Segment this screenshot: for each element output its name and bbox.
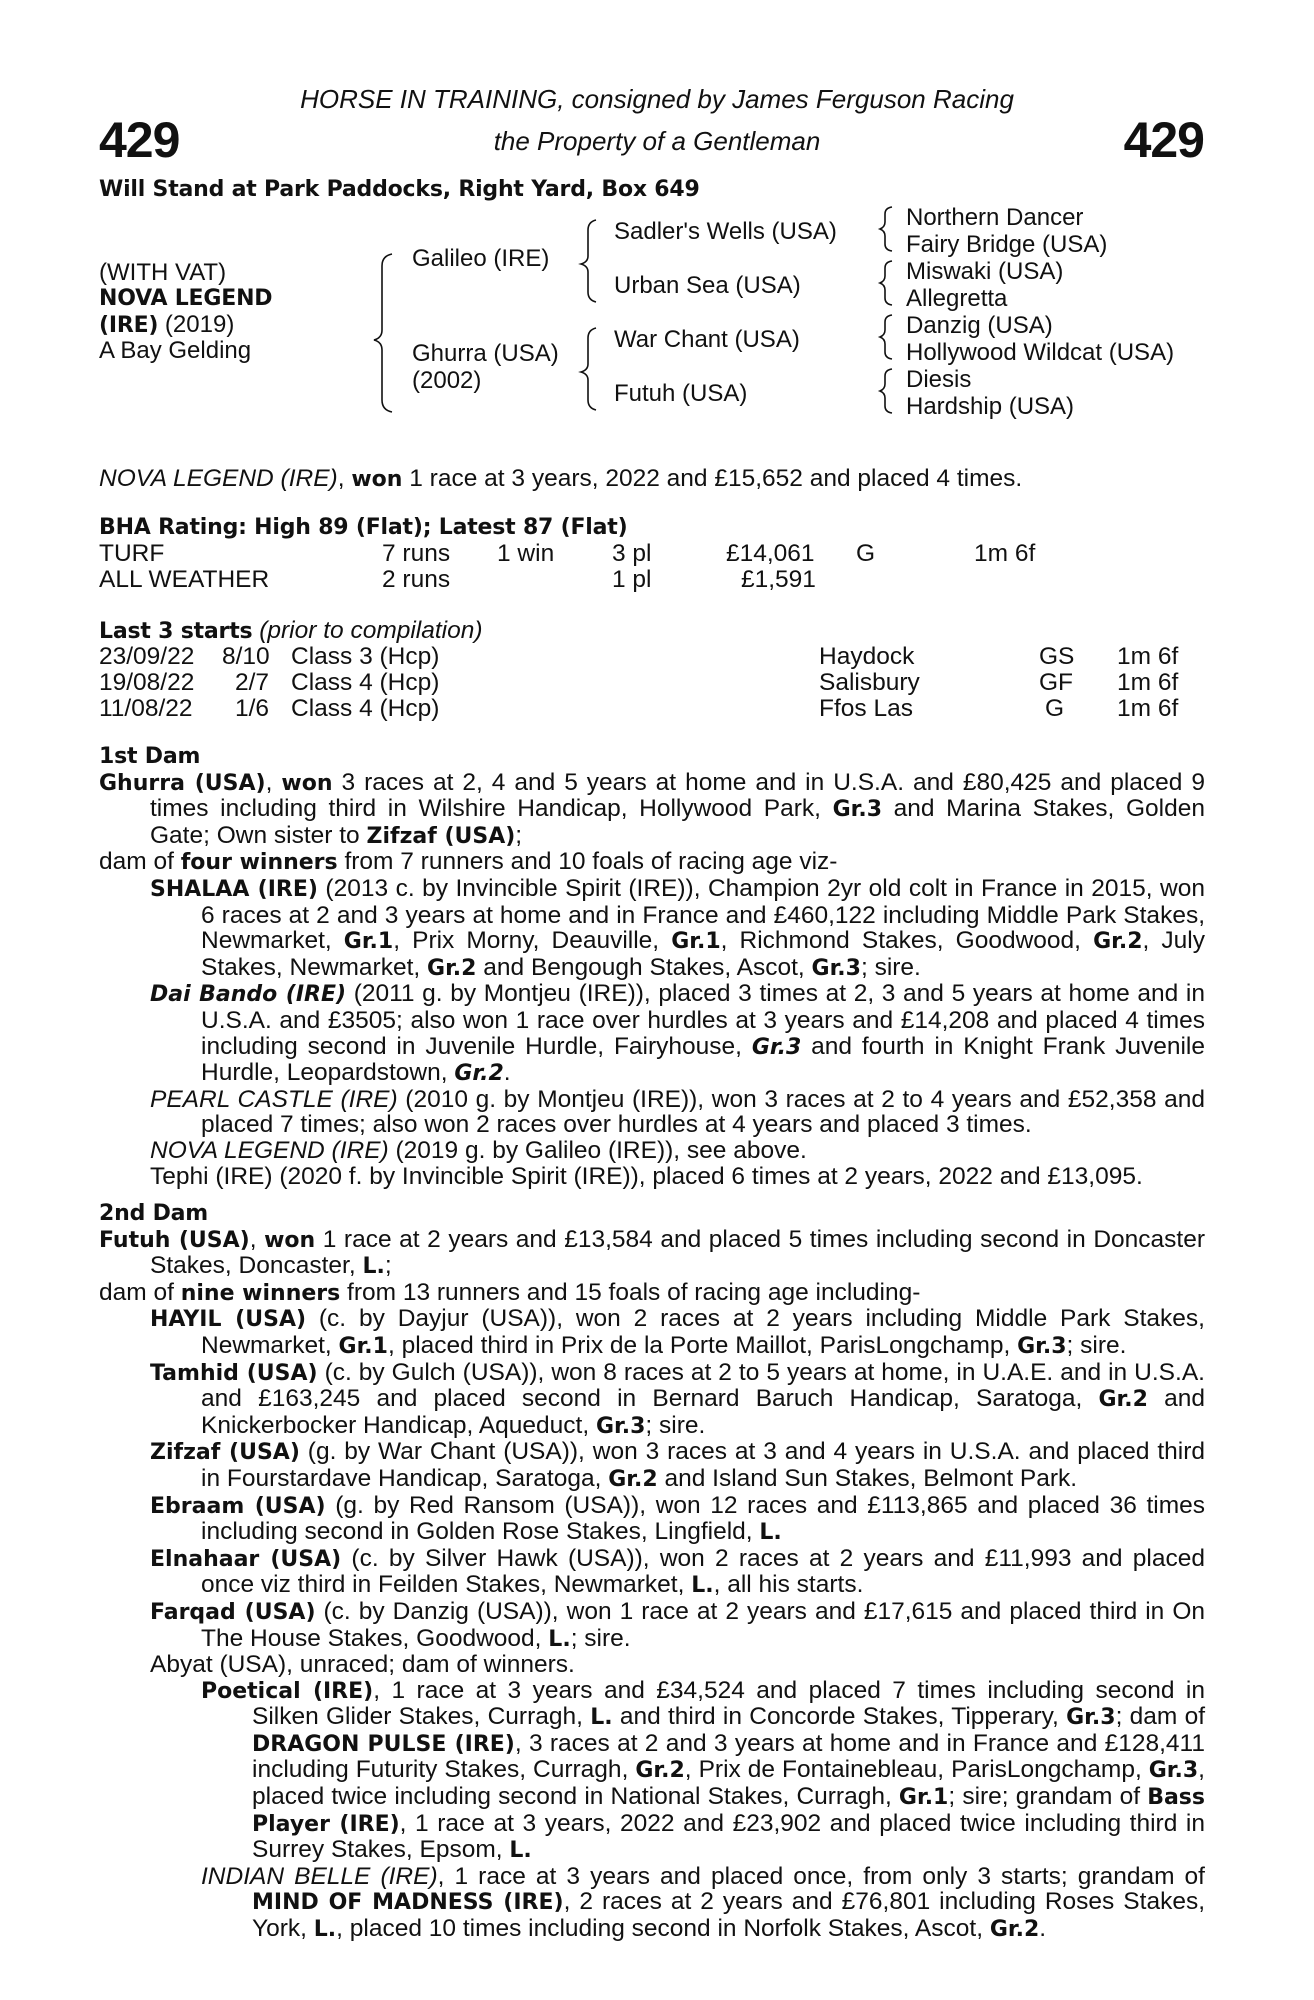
start-going: G [1045, 695, 1065, 722]
produce-entry [99, 1546, 1205, 1599]
second-dam-section [99, 1201, 1205, 1943]
text-run: ; dam of [1115, 1703, 1205, 1731]
horse-description: A Bay Gelding [99, 337, 252, 364]
text-run: nine winners [180, 1280, 341, 1306]
produce-entry [99, 1493, 1205, 1546]
text-run: Elnahaar (USA) [150, 1546, 342, 1572]
text-run: Gr.1 [671, 929, 721, 955]
last-starts-title [99, 618, 483, 645]
text-run: MIND OF MADNESS (IRE) [252, 1890, 564, 1916]
text-run: from 7 runners and 10 foals of racing age viz- [337, 848, 838, 876]
grand-produce-entry [99, 1864, 1205, 1943]
dam-year: (2002) [412, 367, 482, 394]
start-date: 19/08/22 [99, 669, 195, 696]
horse-name: NOVA LEGEND [99, 286, 273, 311]
summary-name: NOVA LEGEND (IRE) [99, 465, 338, 492]
text-run: (2019 g. by Galileo (IRE)), see above. [388, 1136, 807, 1164]
produce-entry [99, 981, 1205, 1086]
produce-entry [99, 1306, 1205, 1359]
going: G [856, 540, 876, 567]
produce-entry [99, 1164, 1205, 1190]
placed: 3 pl [612, 540, 652, 567]
produce-entry [99, 1087, 1205, 1138]
first-dam-produce-summary [99, 849, 1205, 876]
text-run: dam of [99, 848, 181, 876]
text-run: ; sire. [1066, 1331, 1127, 1359]
start-class: Class 3 (Hcp) [291, 643, 440, 670]
text-run: SHALAA (IRE) [150, 876, 318, 902]
text-run: DRAGON PULSE (IRE) [252, 1731, 515, 1757]
start-going: GS [1039, 643, 1075, 670]
text-run: (2013 c. by Invincible Spirit (IRE)), Champion 2yr old colt in France in 2015, won 6 races at 2 and 3 years at home and in France and £460,122 including Middle Park Stakes, Newmarket, [201, 874, 1205, 955]
text-run: Gr.2 [1093, 929, 1143, 955]
lot-number-left: 429 [99, 112, 180, 168]
text-run: Gr.2 [989, 1917, 1040, 1943]
text-run: PEARL CASTLE (IRE) [150, 1085, 398, 1113]
lot-number-right: 429 [1123, 112, 1204, 168]
ggp-8: Hardship (USA) [906, 393, 1075, 420]
property-line: the Property of a Gentleman [493, 126, 821, 156]
text-run: , July Stakes, Newmarket, [201, 927, 1205, 981]
summary-won: won [351, 467, 403, 492]
text-run: (g. by War Chant (USA)), won 3 races at 3 and 4 years in U.S.A. and placed third in Fourstardave Handicap, Saratoga, [201, 1438, 1206, 1492]
second-dam-heading: 2nd Dam [99, 1201, 209, 1226]
start-position: 1/6 [235, 695, 270, 722]
text-run: Gr.3 [1148, 1758, 1199, 1784]
text-run: Gr.3 [811, 955, 861, 981]
text-run: Gr.3 [1017, 1333, 1067, 1359]
text-run: 3 races at 2, 4 and 5 years at home and in U.S.A. and £80,425 and placed 9 times including third in Wilshire Handicap, Hollywood Park, [150, 768, 1206, 823]
text-run: , placed third in Prix de la Porte Maillot, ParisLongchamp, [387, 1331, 1018, 1359]
text-run: Gr.3 [832, 797, 883, 823]
sire-sire: Sadler's Wells (USA) [614, 218, 837, 245]
text-run: Bass Player (IRE) [252, 1785, 1205, 1837]
dam: Ghurra (USA) [412, 340, 559, 367]
distance: 1m 6f [974, 540, 1036, 567]
text-run: four winners [180, 850, 338, 876]
text-run: INDIAN BELLE (IRE) [201, 1862, 438, 1890]
text-run: , [249, 1225, 265, 1253]
text-run: Gr.3 [751, 1034, 802, 1060]
start-position: 8/10 [222, 643, 270, 670]
surface: TURF [99, 540, 165, 567]
text-run: ; sire. [860, 953, 921, 981]
sire-dam: Urban Sea (USA) [614, 272, 801, 299]
text-run: Farqad (USA) [150, 1599, 316, 1625]
prize: £14,061 [726, 540, 815, 567]
stabling-line: Will Stand at Park Paddocks, Right Yard, Box 649 [99, 177, 700, 202]
first-dam-heading: 1st Dam [99, 744, 201, 769]
start-position: 2/7 [235, 669, 270, 696]
ggp-7: Diesis [906, 366, 972, 393]
text-run: , Prix de Fontainebleau, ParisLongchamp, [684, 1756, 1149, 1784]
text-run: Gr.2 [1098, 1387, 1148, 1413]
text-run: (2011 g. by Montjeu (IRE)), placed 3 times at 2, 3 and 5 years at home and in U.S.A. and £3505; also won 1 race over hurdles at 3 years and £14,208 and placed 4 times including second in Juvenile Hurdle, Fairyhouse, [201, 980, 1205, 1060]
text-run: ; sire; grandam of [948, 1783, 1148, 1811]
text-run: L. [691, 1573, 714, 1599]
text-run: won [281, 770, 333, 796]
grand-produce-entry [99, 1678, 1205, 1864]
sire: Galileo (IRE) [412, 245, 550, 272]
text-run: L. [590, 1705, 613, 1731]
produce-entry [99, 1360, 1205, 1440]
start-date: 23/09/22 [99, 643, 195, 670]
text-run: (c. by Gulch (USA)), won 8 races at 2 to 5 years at home, in U.A.E. and in U.S.A. and £163,245 and placed second in Bernard Baruch Handicap, Saratoga, [201, 1358, 1205, 1413]
text-run: , Prix Morny, Deauville, [393, 927, 672, 955]
text-run: Gr.1 [343, 929, 394, 955]
text-run: (c. by Danzig (USA)), won 1 race at 2 years and £17,615 and placed third in On The House Stakes, Goodwood, [201, 1597, 1205, 1652]
text-run: Poetical (IRE) [201, 1678, 374, 1704]
text-run: and third in Concorde Stakes, Tipperary, [612, 1703, 1067, 1731]
rating-title: BHA Rating: High 89 (Flat); Latest 87 (Flat) [99, 515, 628, 540]
text-run: Gr.1 [898, 1785, 949, 1811]
text-run: L. [759, 1520, 782, 1546]
consignor-line: HORSE IN TRAINING, consigned by James Ferguson Racing [300, 84, 1014, 114]
text-run: , 1 race at 3 years, 2022 and £23,902 and placed twice including third in Surrey Stakes, Epsom, [252, 1809, 1205, 1864]
start-course: Ffos Las [819, 695, 913, 722]
vat-note: (WITH VAT) [99, 259, 227, 286]
text-run: Tamhid (USA) [150, 1360, 318, 1386]
text-run: (c. by Silver Hawk (USA)), won 2 races at 2 years and £11,993 and placed once viz third in Feilden Stakes, Newmarket, [201, 1544, 1205, 1599]
text-run: Gr.3 [595, 1413, 646, 1439]
text-run: Tephi (IRE) (2020 f. by Invincible Spirit (IRE)), placed 6 times at 2 years, 2022 and £13,095. [150, 1162, 1143, 1190]
text-run: Gr.2 [427, 955, 477, 981]
ggp-4: Allegretta [906, 285, 1008, 312]
text-run: , placed twice including second in National Stakes, Curragh, [252, 1756, 1205, 1811]
text-run: , placed 10 times including second in Norfolk Stakes, Ascot, [336, 1915, 990, 1943]
horse-year: (2019) [158, 311, 235, 338]
first-dam-record [99, 770, 1205, 850]
produce-entry [99, 876, 1205, 981]
second-dam-produce-summary [99, 1280, 1205, 1307]
text-run: . [503, 1059, 511, 1087]
text-run: (2010 g. by Montjeu (IRE)), won 3 races at 2 to 4 years and £52,358 and placed 7 times; also won 2 races over hurdles at 4 years and placed 3 times. [201, 1085, 1205, 1139]
produce-entry [99, 1439, 1205, 1492]
text-run: . [1039, 1915, 1047, 1943]
text-run: Dai Bando (IRE) [150, 982, 347, 1008]
placed: 1 pl [612, 566, 652, 593]
text-run: , [265, 768, 282, 796]
text-run: NOVA LEGEND (IRE) [150, 1136, 389, 1164]
text-run: Ghurra (USA) [99, 770, 266, 796]
text-run: L. [548, 1626, 571, 1652]
text-run: L. [509, 1838, 532, 1864]
text-run: ; sire. [645, 1411, 706, 1439]
first-dam-section [99, 744, 1205, 1189]
produce-entry [99, 1652, 1205, 1678]
surface: ALL WEATHER [99, 566, 270, 593]
dam-dam: Futuh (USA) [614, 380, 748, 407]
text-run: , 2 races at 2 years and £76,801 including Roses Stakes, York, [252, 1888, 1205, 1943]
start-course: Haydock [819, 643, 915, 670]
prize: £1,591 [741, 566, 816, 593]
text-run: 1 race at 2 years and £13,584 and placed 5 times including second in Doncaster Stakes, Doncaster, [150, 1225, 1205, 1280]
text-run: Gr.3 [1066, 1705, 1116, 1731]
text-run: won [264, 1227, 316, 1253]
text-run: from 13 runners and 15 foals of racing age including- [340, 1278, 921, 1306]
start-class: Class 4 (Hcp) [291, 669, 440, 696]
text-run: Gr.2 [454, 1061, 504, 1087]
text-run: (g. by Red Ransom (USA)), won 12 races and £113,865 and placed 36 times including second in Golden Rose Stakes, Lingfield, [201, 1491, 1205, 1546]
text-run: HAYIL (USA) [150, 1307, 307, 1333]
text-run: and Marina Stakes, Golden Gate; Own sister to [150, 795, 1205, 849]
text-run: (c. by Dayjur (USA)), won 2 races at 2 years including Middle Park Stakes, Newmarket, [201, 1305, 1205, 1359]
text-run: , 3 races at 2 and 3 years at home and in France and £128,411 including Futurity Stakes, Curragh, [252, 1729, 1205, 1784]
start-distance: 1m 6f [1117, 669, 1179, 696]
start-course: Salisbury [819, 669, 920, 696]
ggp-1: Northern Dancer [906, 204, 1084, 231]
ggp-6: Hollywood Wildcat (USA) [906, 339, 1175, 366]
text-run: Ebraam (USA) [150, 1493, 326, 1519]
text-run: Gr.1 [338, 1333, 388, 1359]
ggp-3: Miswaki (USA) [906, 258, 1064, 285]
wins: 1 win [497, 540, 555, 567]
runs: 2 runs [382, 566, 451, 593]
produce-entry [99, 1138, 1205, 1164]
last-starts-note: (prior to compilation) [252, 617, 483, 644]
text-run: , Richmond Stakes, Goodwood, [720, 927, 1094, 955]
start-distance: 1m 6f [1117, 695, 1179, 722]
text-run: ; [384, 1252, 392, 1280]
race-summary: NOVA LEGEND (IRE), won 1 race at 3 years, 2022 and £15,652 and placed 4 times. [99, 465, 1023, 492]
text-run: and Knickerbocker Handicap, Aqueduct, [201, 1385, 1205, 1439]
last-starts-heading: Last 3 starts [99, 619, 253, 644]
text-run: ; [515, 821, 523, 849]
ggp-5: Danzig (USA) [906, 312, 1053, 339]
text-run: ; sire. [570, 1624, 631, 1652]
start-going: GF [1039, 669, 1074, 696]
second-dam-record [99, 1227, 1205, 1280]
runs: 7 runs [382, 540, 451, 567]
text-run: and Bengough Stakes, Ascot, [476, 953, 812, 981]
text-run: Gr.2 [608, 1466, 658, 1492]
text-run: Abyat (USA), unraced; dam of winners. [150, 1651, 575, 1679]
text-run: L. [362, 1254, 385, 1280]
ggp-2: Fairy Bridge (USA) [906, 231, 1108, 258]
text-run: and fourth in Knight Frank Juvenile Hurdle, Leopardstown, [201, 1032, 1205, 1087]
text-run: and Island Sun Stakes, Belmont Park. [657, 1464, 1078, 1492]
text-run: , 1 race at 3 years and £34,524 and placed 7 times including second in Silken Glider Stakes, Curragh, [252, 1676, 1205, 1731]
text-run: Zifzaf (USA) [366, 823, 516, 849]
text-run: dam of [99, 1278, 181, 1306]
text-run: Zifzaf (USA) [150, 1440, 300, 1466]
text-run: , 1 race at 3 years and placed once, from only 3 starts; grandam of [437, 1862, 1205, 1890]
text-run: Gr.2 [635, 1758, 685, 1784]
start-distance: 1m 6f [1117, 643, 1179, 670]
text-run: Futuh (USA) [99, 1227, 250, 1253]
horse-country: (IRE) [99, 313, 159, 338]
summary-text: 1 race at 3 years, 2022 and £15,652 and placed 4 times. [402, 465, 1023, 492]
produce-entry [99, 1599, 1205, 1652]
start-date: 11/08/22 [99, 695, 193, 722]
dam-sire: War Chant (USA) [614, 326, 800, 353]
start-class: Class 4 (Hcp) [291, 695, 440, 722]
text-run: , all his starts. [713, 1571, 864, 1599]
text-run: L. [313, 1917, 337, 1943]
